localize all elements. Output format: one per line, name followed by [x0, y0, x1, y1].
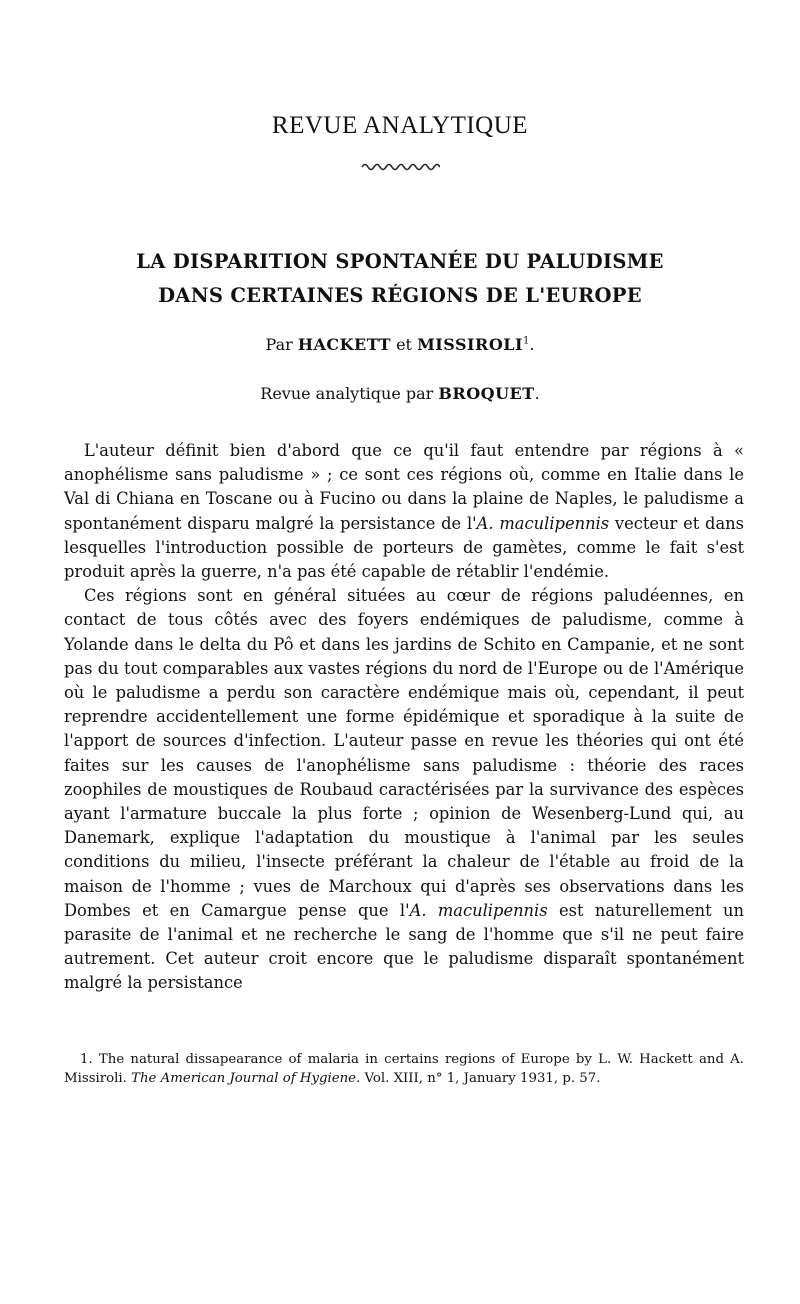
reviewer-prefix: Revue analytique par	[260, 384, 434, 403]
footnote-marker[interactable]: 1	[522, 335, 530, 347]
footnote-text-b: Vol. XIII, n° 1, January 1931, p. 57.	[360, 1071, 601, 1086]
ornament-divider	[360, 160, 440, 174]
byline-suffix: .	[529, 335, 535, 354]
footnote	[64, 1050, 744, 1088]
byline	[0, 335, 800, 354]
reviewer-line	[0, 384, 800, 403]
paragraph-1	[64, 439, 744, 584]
paragraph-1-text-b: vecteur et dans lesquelles l'introduction possible de porteurs de gamètes, comme le fait s'est produit après la guerre, n'a pas été capable de rétablir l'endémie.	[64, 513, 744, 582]
footnote-text-a: 1. The natural dissapearance of malaria in certains regions of Europe by L. W. Hackett and A. Missiroli.	[64, 1052, 744, 1086]
body-text	[64, 439, 744, 996]
paragraph-2	[64, 584, 744, 995]
footnote-journal: The American Journal of Hygiene.	[131, 1071, 361, 1086]
paragraph-2-species: A. maculipennis	[409, 900, 548, 920]
article-title-line-1: LA DISPARITION SPONTANÉE DU PALUDISME	[136, 250, 664, 273]
byline-and: et	[396, 335, 412, 354]
reviewer-suffix: .	[534, 384, 540, 403]
paragraph-1-species: A. maculipennis	[476, 513, 610, 533]
author-hackett: HACKETT	[297, 335, 391, 354]
paragraph-1-text-a: L'auteur définit bien d'abord que ce qu'il faut entendre par régions à « anophélisme sans paludisme » ; ce sont ces régions où, comme en Italie dans le Val di Chiana en Toscane ou à Fucino ou dans la plaine de Naples, le paludisme a spontanément disparu malgré la persistance de l'	[64, 441, 744, 533]
paragraph-2-text-a: Ces régions sont en général situées au cœur de régions paludéennes, en contact de tous côtés avec des foyers endémiques de paludisme, comme à Yolande dans le delta du Pô et dans les jardins de Schito en Campanie, et ne sont pas du tout comparables aux vastes régions du nord de l'Europe ou de l'Amérique où le paludisme a perdu son caractère endémique mais où, cependant, il peut reprendre accidentellement une forme épidémique et sporadique à la suite de l'apport de sources d'infection. L'auteur passe en revue les théories qui ont été faites sur les causes de l'anophélisme sans paludisme : théorie des races zoophiles de moustiques de Roubaud caractérisées par la survivance des espèces ayant l'armature buccale la plus forte ; opinion de Wesenberg-Lund qui, au Danemark, explique l'adaptation du moustique à l'animal par les seules conditions du milieu, l'insecte préférant la chaleur de l'étable au froid de la maison de l'homme ; vues de Marchoux qui d'après ses observations dans les Dombes et en Camargue pense que l'	[64, 586, 744, 920]
article-title-line-2: DANS CERTAINES RÉGIONS DE L'EUROPE	[158, 284, 642, 307]
paragraph-2-text-b: est naturellement un parasite de l'animal et ne recherche le sang de l'homme que s'il ne peut faire autrement. Cet auteur croit encore que le paludisme disparaît spontanément malgré la persistance	[64, 900, 744, 993]
byline-prefix: Par	[265, 335, 293, 354]
reviewer-name: BROQUET	[438, 384, 535, 403]
footnote-text	[64, 1050, 744, 1088]
author-missiroli: MISSIROLI	[417, 335, 523, 354]
section-title: REVUE ANALYTIQUE	[271, 112, 529, 139]
